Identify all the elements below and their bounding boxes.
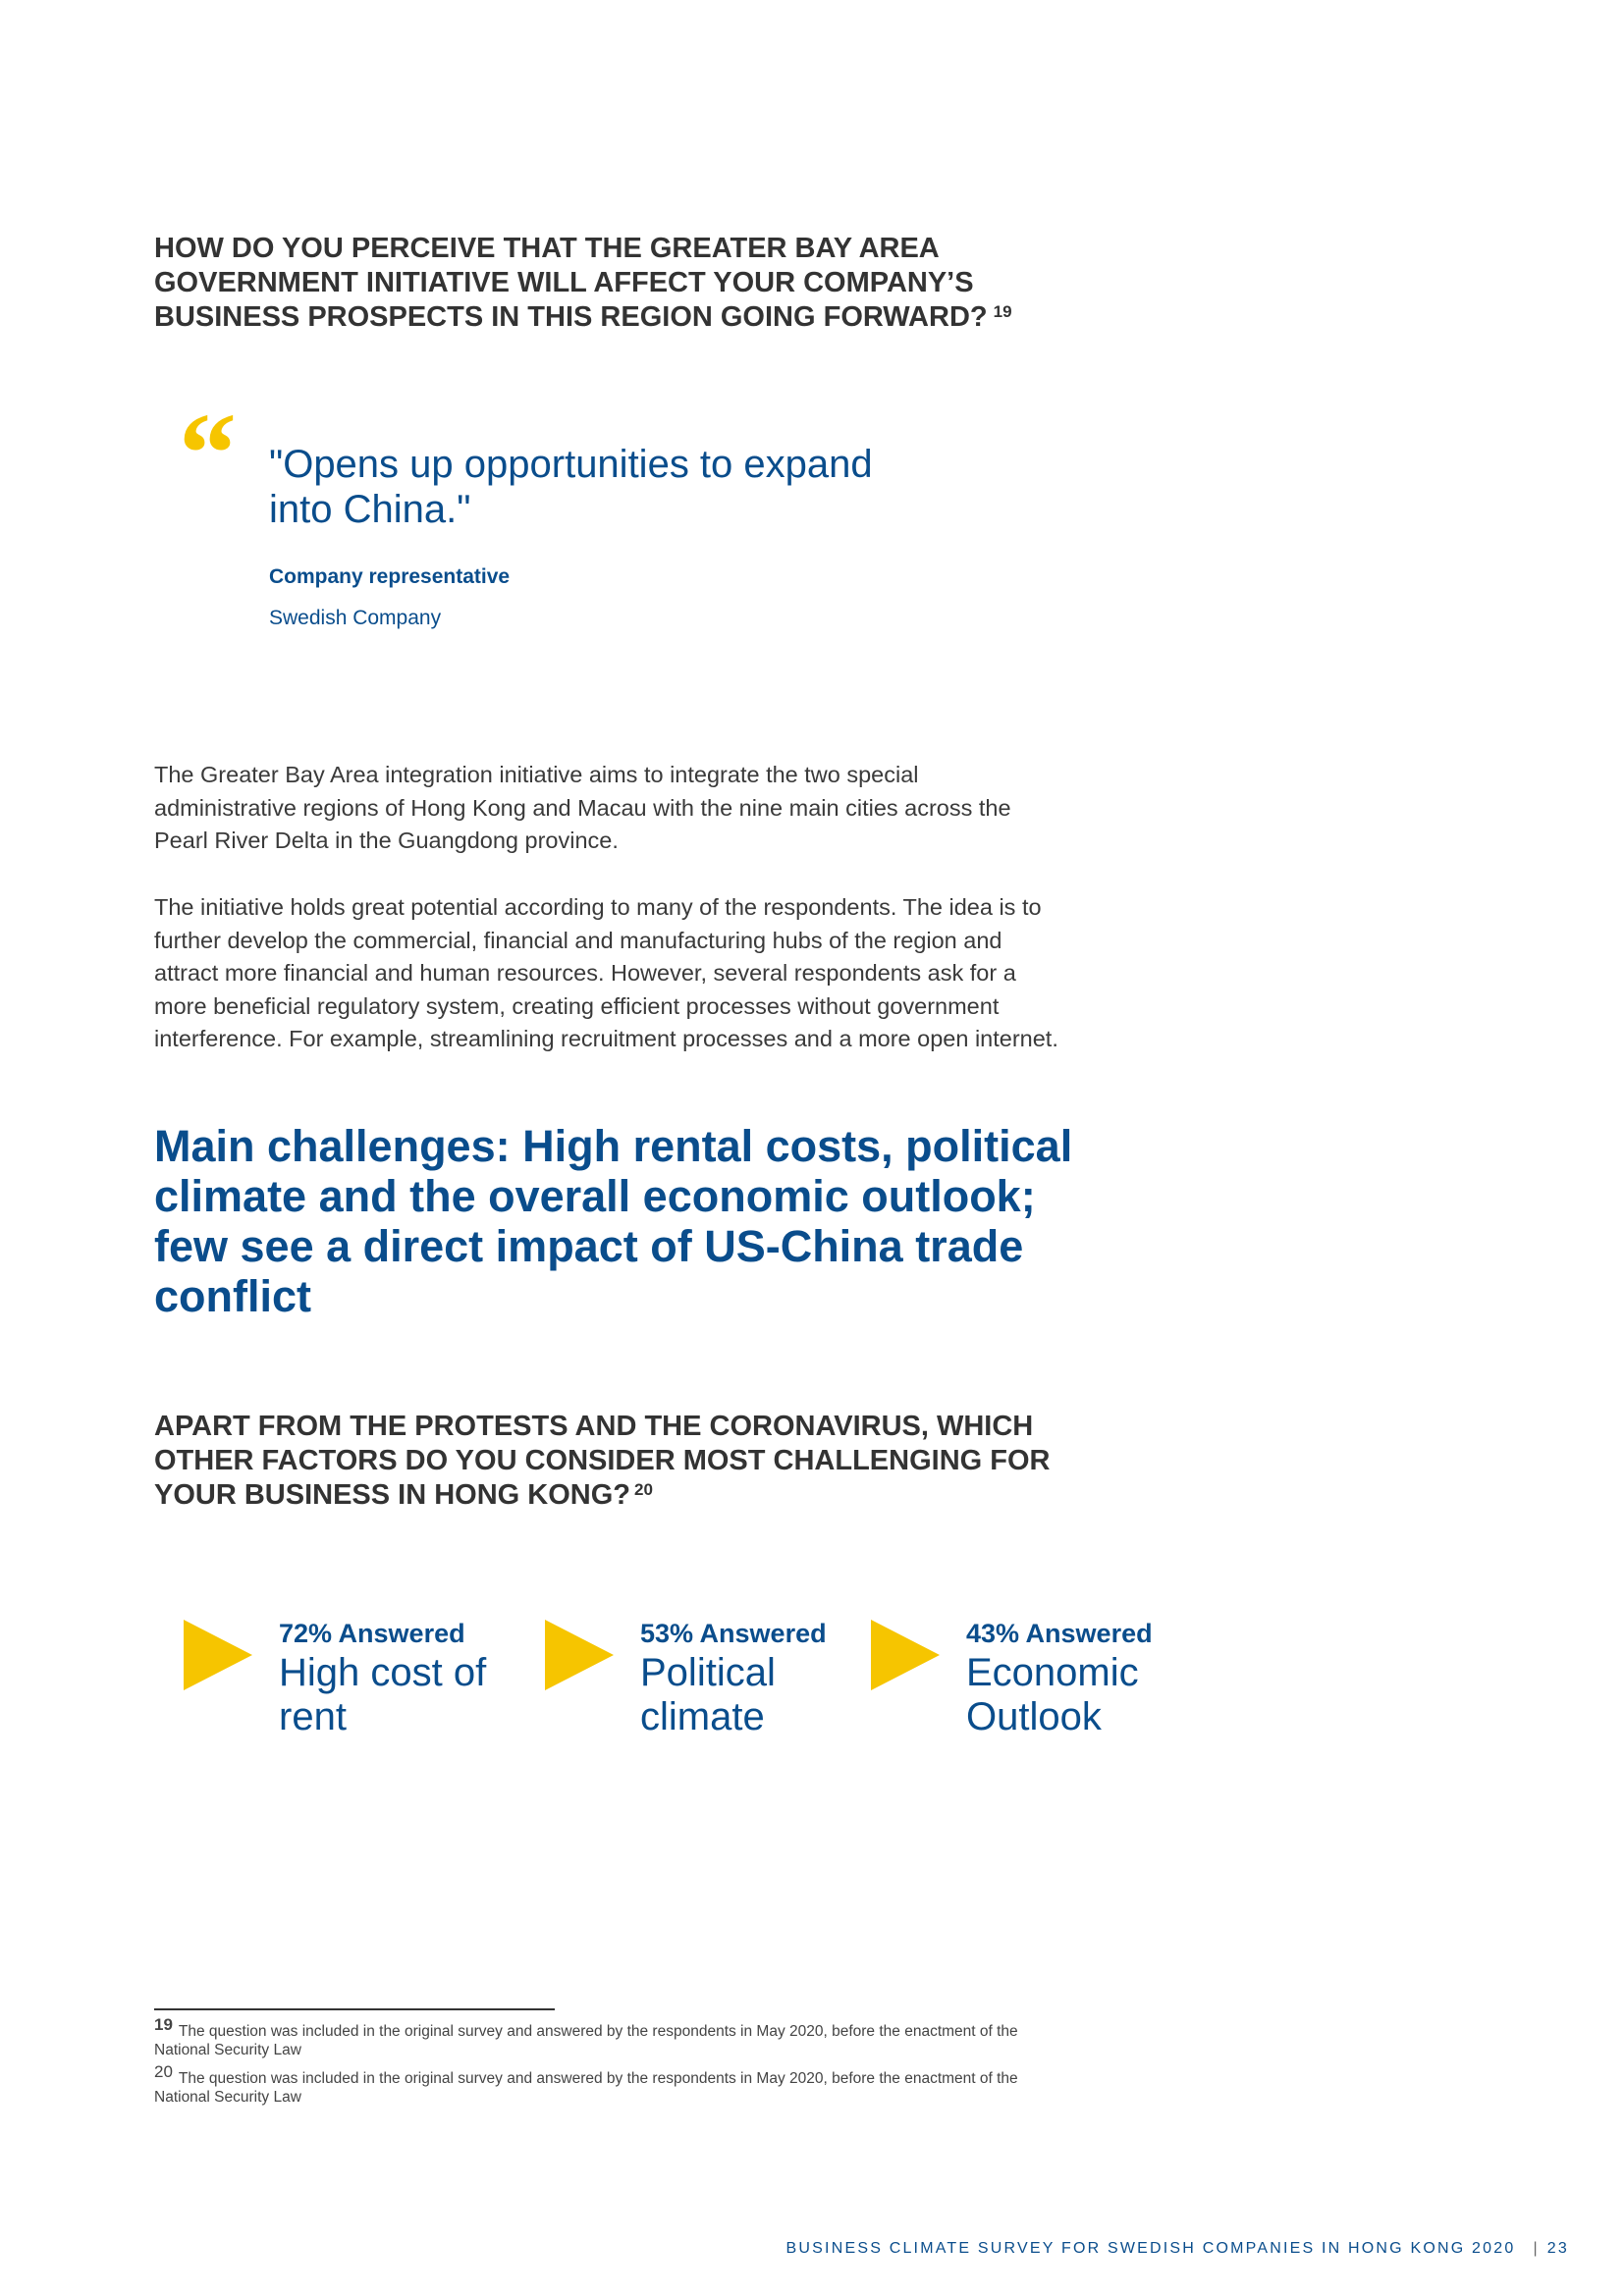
stat-label: Economic Outlook — [966, 1651, 1139, 1738]
paragraph-line: interference. For example, streamlining recruitment processes and a more open internet. — [154, 1026, 1058, 1052]
body-paragraph-2 — [154, 891, 1156, 1056]
footnote-text: National Security Law — [154, 2042, 301, 2058]
quote-attribution-organization: Swedish Company — [269, 607, 442, 629]
question-heading-line: OTHER FACTORS DO YOU CONSIDER MOST CHALLENGING FOR — [154, 1445, 1051, 1476]
pull-quote — [269, 442, 976, 532]
question-heading-line: APART FROM THE PROTESTS AND THE CORONAVIRUS, WHICH — [154, 1411, 1034, 1442]
footer-separator: | — [1533, 2240, 1540, 2257]
footnote-ref-20[interactable]: 20 — [634, 1480, 653, 1499]
question-heading-line: YOUR BUSINESS IN HONG KONG? $^{20}$ — [154, 1479, 653, 1511]
footnote-text: The question was included in the original survey and answered by the respondents in May 2020, before the enactment of the — [178, 2070, 1018, 2087]
section-heading-line: Main challenges: High rental costs, political — [154, 1121, 1073, 1171]
footnote-number: 20 — [154, 2062, 173, 2081]
question-heading-challenges — [154, 1410, 1156, 1513]
footer-title: BUSINESS CLIMATE SURVEY FOR SWEDISH COMPANIES IN HONG KONG 2020 — [785, 2240, 1516, 2257]
footnote-19 — [154, 2015, 1136, 2060]
question-heading-gba — [154, 232, 1136, 335]
question-heading-line: BUSINESS PROSPECTS IN THIS REGION GOING FORWARD? $^{19}$ — [154, 301, 1012, 333]
triangle-arrow-icon — [184, 1620, 252, 1690]
footnote-text: The question was included in the original survey and answered by the respondents in May 2020, before the enactment of the — [178, 2023, 1018, 2040]
footnote-20 — [154, 2062, 1136, 2108]
section-heading-main-challenges — [154, 1121, 1136, 1321]
stat-label: High cost of rent — [279, 1651, 487, 1738]
paragraph-line: further develop the commercial, financial and manufacturing hubs of the region and — [154, 927, 1002, 953]
paragraph-line: attract more financial and human resources. However, several respondents ask for a — [154, 960, 1016, 987]
stat-percent: 72% Answered — [279, 1619, 465, 1648]
triangle-arrow-icon — [871, 1620, 940, 1690]
section-heading-line: conflict — [154, 1271, 312, 1321]
paragraph-line: The Greater Bay Area integration initiative aims to integrate the two special — [154, 762, 919, 787]
pull-quote-line: into China." — [269, 488, 471, 531]
stat-percent: 43% Answered — [966, 1619, 1153, 1648]
stat-percent: 53% Answered — [640, 1619, 827, 1648]
question-heading-line: GOVERNMENT INITIATIVE WILL AFFECT YOUR COMPANY’S — [154, 267, 974, 298]
question-heading-line: HOW DO YOU PERCEIVE THAT THE GREATER BAY AREA — [154, 233, 940, 264]
pull-quote-line: "Opens up opportunities to expand — [269, 443, 873, 486]
triangle-arrow-icon — [545, 1620, 614, 1690]
stat-label: Political climate — [640, 1651, 776, 1738]
body-paragraph-1 — [154, 759, 1156, 858]
paragraph-line: Pearl River Delta in the Guangdong province. — [154, 828, 619, 854]
paragraph-line: more beneficial regulatory system, creating efficient processes without government — [154, 992, 1000, 1019]
paragraph-line: administrative regions of Hong Kong and Macau with the nine main cities across the — [154, 794, 1011, 821]
footnote-text: National Security Law — [154, 2089, 301, 2106]
page-footer — [786, 2240, 1569, 2258]
footnote-ref-19[interactable]: 19 — [993, 302, 1012, 321]
footnote-number: 19 — [154, 2015, 173, 2034]
section-heading-line: few see a direct impact of US-China trade — [154, 1221, 1024, 1271]
quotation-mark-icon: “ — [179, 389, 237, 517]
paragraph-line: The initiative holds great potential according to many of the respondents. The idea is to — [154, 894, 1042, 920]
page-number: 23 — [1546, 2240, 1569, 2257]
footnote-divider — [154, 2008, 555, 2010]
section-heading-line: climate and the overall economic outlook; — [154, 1171, 1036, 1221]
quote-attribution-role: Company representative — [269, 565, 511, 588]
